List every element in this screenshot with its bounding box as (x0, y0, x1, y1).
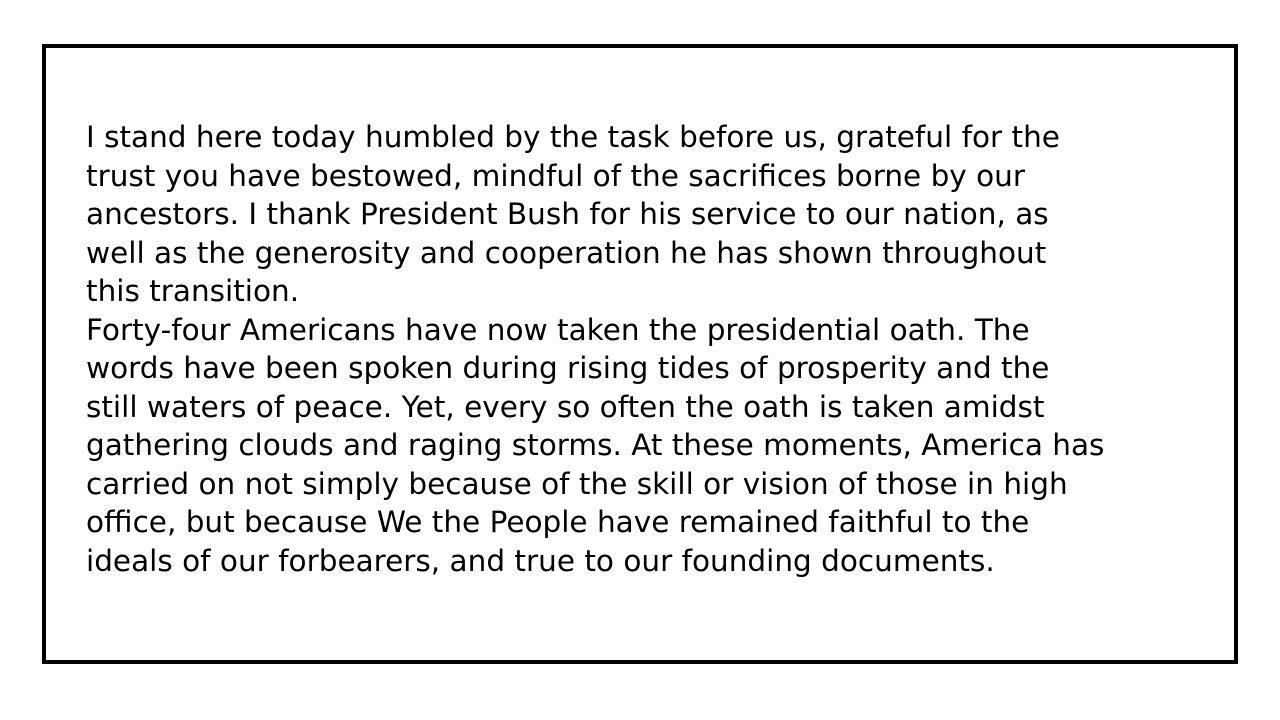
paragraph-1: I stand here today humbled by the task before us, grateful for the trust you have bestowed, mindful of the sacrifices borne by our ancestors. I thank President Bush for his service to our nation, as well as the generosity and cooperation he has shown throughout this transition. (86, 120, 1060, 308)
document-frame (42, 44, 1238, 664)
paragraph-2: Forty-four Americans have now taken the presidential oath. The words have been spoken during rising tides of prosperity and the still waters of peace. Yet, every so often the oath is taken amidst gathering clouds and raging storms. At these moments, America has carried on not simply because of the skill or vision of those in high office, but because We the People have remained faithful to the ideals of our forbearers, and true to our founding documents. (86, 312, 1105, 578)
text-block (86, 118, 1216, 580)
